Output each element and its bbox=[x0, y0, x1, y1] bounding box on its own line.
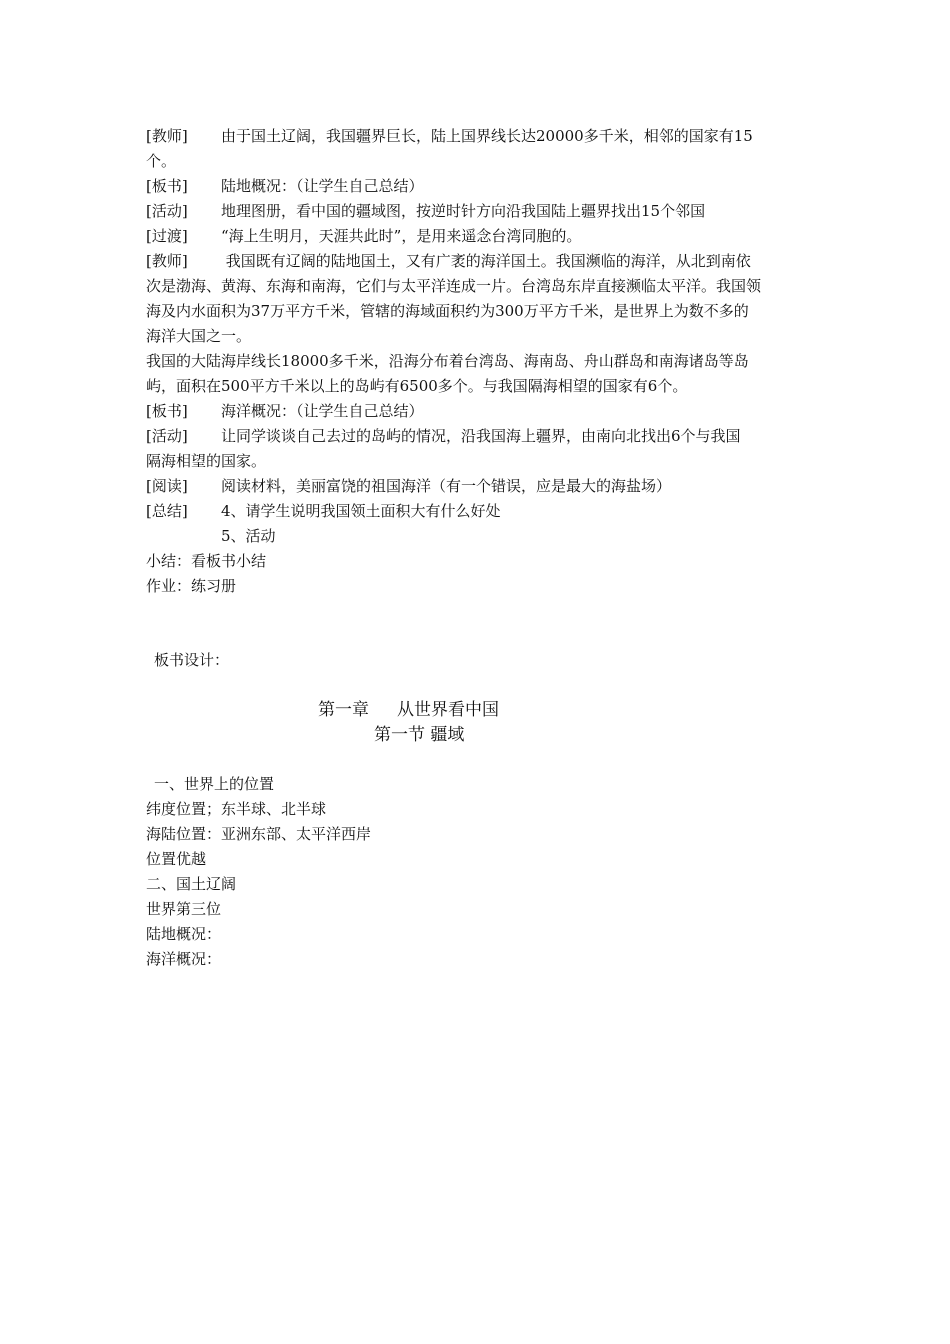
line-text: 地理图册，看中国的疆域图，按逆时针方向沿我国陆上疆界找出15个邻国 bbox=[221, 202, 706, 220]
lesson-line bbox=[146, 174, 811, 199]
line-text: 阅读材料，美丽富饶的祖国海洋（有一个错误，应是最大的海盐场） bbox=[221, 477, 672, 495]
lesson-line bbox=[146, 399, 811, 424]
lesson-line: 屿，面积在500平方千米以上的岛屿有6500多个。与我国隔海相望的国家有6个。 bbox=[146, 377, 688, 395]
outline-item: 海洋概况： bbox=[146, 950, 222, 968]
line-text: 让同学谈谈自己去过的岛屿的情况，沿我国海上疆界，由南向北找出6个与我国 bbox=[221, 427, 741, 445]
lesson-line bbox=[146, 424, 811, 449]
role-tag: [阅读] bbox=[146, 477, 188, 495]
lesson-line bbox=[146, 474, 811, 499]
chapter-number: 第一章 bbox=[318, 700, 369, 720]
line-text: 我国既有辽阔的陆地国土，又有广袤的海洋国土。我国濒临的海洋，从北到南依 bbox=[221, 252, 751, 270]
outline-item: 二、国土辽阔 bbox=[146, 875, 237, 893]
summary-line: 小结：看板书小结 bbox=[146, 552, 267, 570]
lesson-line: 我国的大陆海岸线长18000多千米，沿海分布着台湾岛、海南岛、舟山群岛和南海诸岛等岛 bbox=[146, 352, 749, 370]
chapter-name: 从世界看中国 bbox=[397, 700, 499, 720]
role-tag: [过渡] bbox=[146, 227, 188, 245]
outline-item: 陆地概况： bbox=[146, 925, 222, 943]
board-outline bbox=[146, 772, 371, 972]
homework-line: 作业：练习册 bbox=[146, 577, 237, 595]
lesson-line: 海及内水面积为37万平方千米，管辖的海域面积约为300万平方千米，是世界上为数不多的 bbox=[146, 302, 749, 320]
role-tag: [板书] bbox=[146, 402, 188, 420]
outline-item: 位置优越 bbox=[146, 850, 207, 868]
role-tag: [活动] bbox=[146, 202, 188, 220]
role-tag: [活动] bbox=[146, 427, 188, 445]
board-design-label: 板书设计： bbox=[154, 651, 230, 669]
section-title: 第一节 疆域 bbox=[374, 725, 465, 745]
role-tag: [教师] bbox=[146, 127, 188, 145]
lesson-line bbox=[146, 124, 811, 149]
role-tag: [板书] bbox=[146, 177, 188, 195]
line-text: 海洋概况：（让学生自己总结） bbox=[221, 402, 424, 420]
lesson-line: 5、活动 bbox=[221, 527, 276, 545]
line-text: “海上生明月，天涯共此时”，是用来遥念台湾同胞的。 bbox=[221, 227, 582, 245]
lesson-line: 海洋大国之一。 bbox=[146, 327, 252, 345]
line-text: 由于国土辽阔，我国疆界巨长，陆上国界线长达20000多千米，相邻的国家有15 bbox=[221, 127, 753, 145]
lesson-line bbox=[146, 224, 811, 249]
outline-item: 海陆位置：亚洲东部、太平洋西岸 bbox=[146, 825, 372, 843]
role-tag: [教师] bbox=[146, 252, 188, 270]
lesson-line: 次是渤海、黄海、东海和南海，它们与太平洋连成一片。台湾岛东岸直接濒临太平洋。我国领 bbox=[146, 277, 762, 295]
lesson-line: 个。 bbox=[146, 152, 177, 170]
lesson-line: 隔海相望的国家。 bbox=[146, 452, 267, 470]
outline-item: 纬度位置；东半球、北半球 bbox=[146, 800, 327, 818]
line-text: 陆地概况：（让学生自己总结） bbox=[221, 177, 424, 195]
outline-item: 一、世界上的位置 bbox=[154, 775, 275, 793]
role-tag: [总结] bbox=[146, 502, 188, 520]
line-text: 4、请学生说明我国领土面积大有什么好处 bbox=[221, 502, 501, 520]
outline-item: 世界第三位 bbox=[146, 900, 222, 918]
lesson-body bbox=[146, 124, 811, 599]
lesson-line bbox=[146, 499, 811, 524]
lesson-line bbox=[146, 249, 811, 274]
chapter-title bbox=[318, 698, 499, 723]
lesson-line bbox=[146, 199, 811, 224]
